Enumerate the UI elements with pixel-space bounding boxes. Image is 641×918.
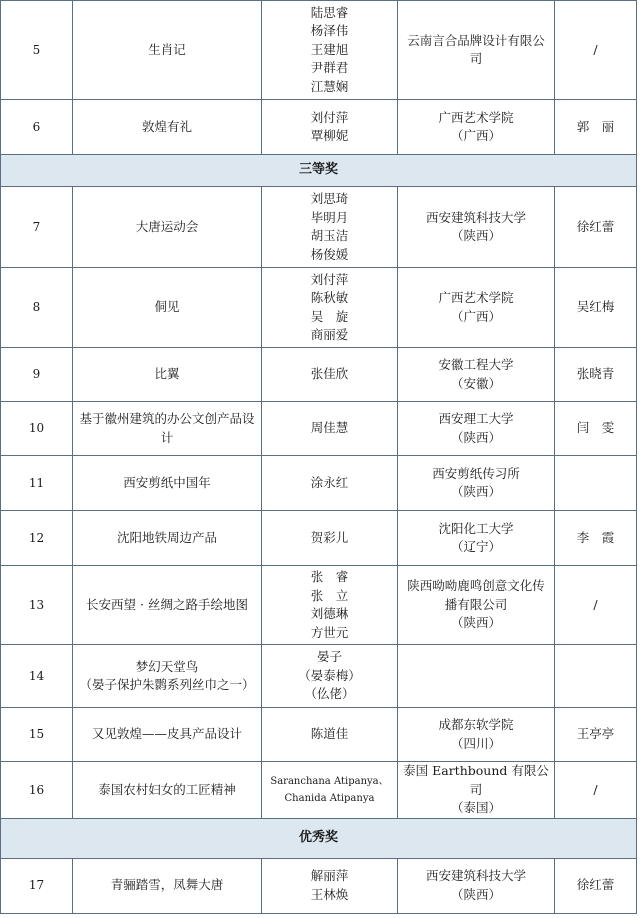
authors: [262, 456, 398, 511]
advisor: 吴红梅: [555, 268, 637, 348]
table-row: [1, 1, 637, 100]
entry-number: 6: [1, 100, 73, 155]
table-row: [1, 858, 637, 913]
advisor: 徐红蕾: [555, 858, 637, 913]
authors: [262, 645, 398, 708]
table-row: [1, 348, 637, 402]
organization-line: 广西艺术学院: [438, 109, 514, 125]
work-title-line: 长安西望 · 丝绸之路手绘地图: [86, 596, 248, 612]
entry-number: 9: [1, 348, 73, 402]
work-title-line: 比翼: [154, 366, 180, 382]
advisor: 王亭亭: [555, 708, 637, 762]
organization-line: 安徽工程大学: [438, 357, 514, 372]
author-line: Saranchana Atipanya、: [270, 775, 389, 787]
authors: [262, 100, 398, 155]
organization: [398, 762, 555, 819]
work-title: [73, 100, 262, 155]
entry-number: 10: [1, 402, 73, 456]
organization: [398, 187, 555, 268]
work-title-line: 侗见: [154, 299, 180, 315]
work-title-line: 敦煌有礼: [141, 118, 192, 134]
advisor: 徐红蕾: [555, 187, 637, 268]
work-title-line: 梦幻天堂鸟: [135, 658, 199, 674]
work-title-line: 又见敦煌——皮具产品设计: [91, 726, 242, 742]
entry-number: 13: [1, 566, 73, 645]
advisor: /: [555, 1, 637, 100]
organization-line: 广西艺术学院: [438, 290, 514, 305]
author-line: 陈秋敏: [310, 290, 349, 305]
work-title: [73, 511, 262, 566]
work-title: [73, 762, 262, 819]
author-line: 毕明月: [310, 209, 349, 225]
work-title: [73, 187, 262, 268]
author-line: 周佳慧: [310, 420, 349, 436]
author-line: 王建旭: [310, 41, 349, 57]
work-title-line: 生肖记: [148, 41, 186, 57]
advisor: 郭 丽: [555, 100, 637, 155]
entry-number: 14: [1, 645, 73, 708]
organization-line: （广西）: [450, 308, 501, 324]
organization: [398, 566, 555, 645]
table-row: [1, 566, 637, 645]
authors: [262, 268, 398, 348]
advisor: 闫 雯: [555, 402, 637, 456]
author-line: 张 立: [310, 587, 349, 603]
authors: [262, 511, 398, 566]
table-row: [1, 645, 637, 708]
table-row: [1, 708, 637, 762]
entry-number: 15: [1, 708, 73, 762]
work-title: [73, 456, 262, 511]
advisor: 李 霞: [555, 511, 637, 566]
organization-line: 播有限公司: [444, 596, 508, 612]
organization-line: （陕西）: [450, 886, 501, 902]
entry-number: 17: [1, 858, 73, 913]
organization: [398, 645, 555, 708]
organization-line: 泰国 Earthbound 有限公司: [403, 763, 549, 797]
author-line: 吴 旋: [310, 308, 349, 324]
work-title: [73, 402, 262, 456]
work-title-line: 大唐运动会: [135, 218, 199, 234]
author-line: 刘付萍: [310, 271, 349, 287]
work-title: [73, 858, 262, 913]
work-title-line: 青骊踏雪，凤舞大唐: [110, 877, 224, 893]
author-line: 江慧娴: [310, 78, 349, 94]
advisor: 张晓青: [555, 348, 637, 402]
work-title-line: （晏子保护朱鹮系列丝巾之一）: [79, 677, 255, 692]
author-line: 解丽萍: [310, 868, 349, 883]
author-line: 尹群君: [310, 60, 349, 76]
organization: [398, 1, 555, 100]
author-line: 陆思睿: [310, 4, 349, 20]
advisor: [555, 456, 637, 511]
author-line: 商丽爱: [310, 327, 349, 342]
work-title-line: 基于徽州建筑的办公文创产品设: [79, 411, 255, 426]
author-line: 涂永红: [310, 474, 349, 490]
author-line: 张 睿: [310, 569, 349, 584]
table-row: [1, 402, 637, 456]
author-line: 刘付萍: [310, 109, 349, 125]
entry-number: 8: [1, 268, 73, 348]
author-line: 胡玉洁: [310, 228, 349, 243]
authors: [262, 762, 398, 819]
organization-line: （陕西）: [450, 615, 501, 631]
authors: [262, 402, 398, 456]
section-header-row: [1, 155, 637, 187]
work-title-line: 泰国农村妇女的工匠精神: [98, 781, 236, 797]
organization-line: 西安建筑科技大学: [425, 209, 526, 225]
organization-line: （辽宁）: [450, 539, 501, 554]
author-line: 王林焕: [310, 886, 349, 902]
authors: [262, 566, 398, 645]
organization-line: 陕西呦呦鹿鸣创意文化传: [407, 578, 545, 594]
author-line: 晏子: [316, 649, 342, 665]
organization-line: 西安建筑科技大学: [425, 868, 526, 883]
organization-line: 西安理工大学: [438, 411, 514, 426]
author-line: 杨俊媛: [310, 246, 349, 262]
author-line: （仫佬）: [304, 686, 355, 702]
authors: [262, 348, 398, 402]
entry-number: 7: [1, 187, 73, 268]
entry-number: 5: [1, 1, 73, 100]
work-title: [73, 1, 262, 100]
authors: [262, 708, 398, 762]
author-line: 贺彩儿: [310, 529, 349, 545]
authors: [262, 858, 398, 913]
advisor: [555, 645, 637, 708]
organization: [398, 708, 555, 762]
advisor: /: [555, 762, 637, 819]
section-title: 优秀奖: [1, 818, 637, 858]
organization: [398, 456, 555, 511]
authors: [262, 187, 398, 268]
work-title: [73, 268, 262, 348]
organization-line: （陕西）: [450, 228, 501, 243]
table-row: [1, 100, 637, 155]
author-line: （晏泰梅）: [298, 667, 361, 683]
award-table-body: [1, 1, 637, 914]
organization-line: 司: [469, 51, 483, 66]
organization: [398, 402, 555, 456]
author-line: 张佳欣: [310, 366, 349, 382]
table-row: [1, 511, 637, 566]
author-line: 覃柳妮: [310, 128, 349, 143]
table-row: [1, 268, 637, 348]
author-line: Chanida Atipanya: [284, 792, 375, 804]
entry-number: 11: [1, 456, 73, 511]
table-row: [1, 456, 637, 511]
entry-number: 12: [1, 511, 73, 566]
author-line: 陈道佳: [310, 726, 349, 742]
author-line: 杨泽伟: [310, 23, 349, 39]
table-row: [1, 187, 637, 268]
organization: [398, 511, 555, 566]
author-line: 方世元: [310, 624, 349, 640]
work-title-line: 计: [160, 429, 174, 445]
work-title: [73, 708, 262, 762]
section-title: 三等奖: [1, 155, 637, 187]
authors: [262, 1, 398, 100]
author-line: 刘思琦: [310, 191, 349, 206]
work-title: [73, 645, 262, 708]
work-title-line: 西安剪纸中国年: [123, 474, 211, 490]
organization-line: （广西）: [450, 128, 501, 143]
entry-number: 16: [1, 762, 73, 819]
work-title-line: 沈阳地铁周边产品: [116, 529, 217, 545]
organization-line: （陕西）: [450, 484, 501, 499]
organization-line: 西安剪纸传习所: [432, 465, 520, 481]
organization-line: （陕西）: [450, 429, 501, 445]
work-title: [73, 566, 262, 645]
organization-line: 云南言合品牌设计有限公: [407, 32, 545, 48]
organization-line: （安徽）: [450, 375, 501, 391]
section-header-row: [1, 818, 637, 858]
organization: [398, 348, 555, 402]
advisor: /: [555, 566, 637, 645]
organization-line: （泰国）: [450, 800, 501, 815]
organization-line: （四川）: [450, 735, 501, 751]
work-title: [73, 348, 262, 402]
table-row: [1, 762, 637, 819]
organization-line: 沈阳化工大学: [438, 520, 514, 536]
author-line: 刘德琳: [310, 606, 349, 621]
organization: [398, 268, 555, 348]
organization: [398, 100, 555, 155]
organization: [398, 858, 555, 913]
organization-line: 成都东软学院: [438, 717, 514, 732]
